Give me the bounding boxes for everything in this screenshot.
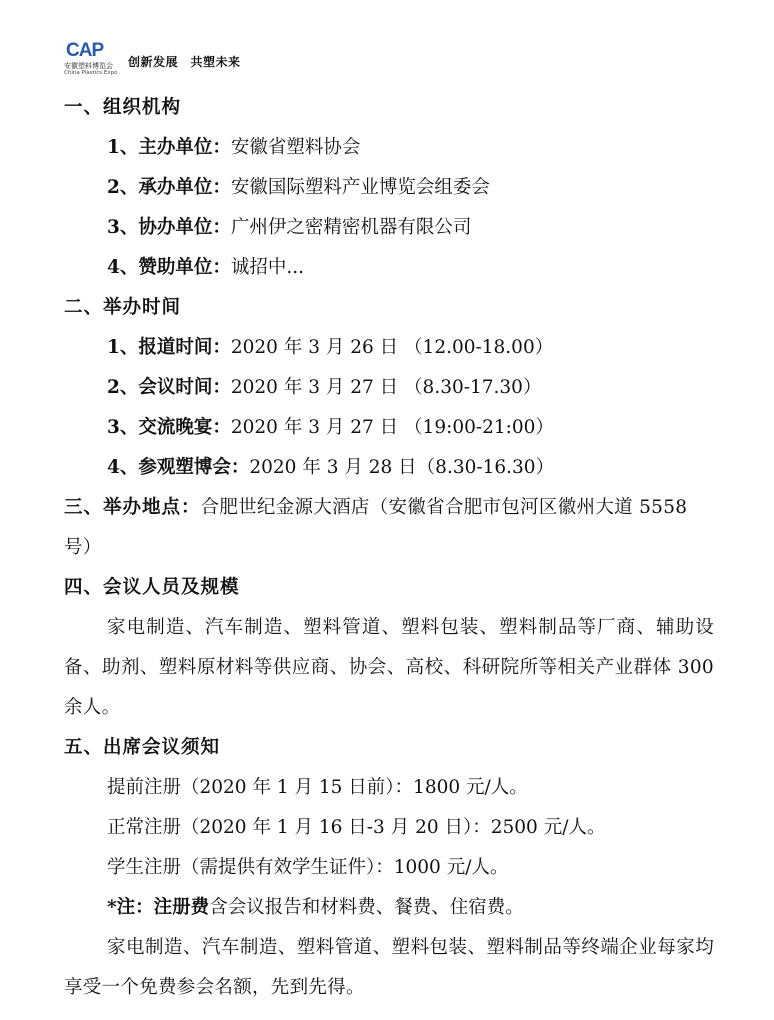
registration-note: [64, 888, 714, 928]
note-label: *注：注册费: [107, 897, 210, 918]
logo-english-name: China Plastics Expo: [64, 70, 118, 76]
logo-mark: CAP: [66, 40, 104, 61]
time-item-dinner: [64, 408, 714, 448]
time-item-label: 2、会议时间：: [107, 377, 231, 398]
time-item-label: 4、参观塑博会：: [107, 457, 250, 478]
time-item-expo-visit: [64, 448, 714, 488]
venue-value: 合肥世纪金源大酒店（安徽省合肥市包河区徽州大道 5558 号）: [64, 497, 688, 558]
org-item-value: 诚招中...: [230, 257, 305, 278]
org-item-host: [64, 128, 714, 168]
org-item-value: 广州伊之密精密机器有限公司: [230, 217, 472, 238]
org-item-value: 安徽国际塑料产业博览会组委会: [230, 177, 490, 198]
org-item-sponsor: [64, 248, 714, 288]
section-title-time: 二、举办时间: [64, 297, 182, 318]
attendees-paragraph: 家电制造、汽车制造、塑料管道、塑料包装、塑料制品等厂商、辅助设备、助剂、塑料原材料等供应商、协会、高校、科研院所等相关产业群体 300 余人。: [64, 617, 714, 718]
expo-logo: [62, 40, 124, 76]
org-item-label: 2、承办单位：: [107, 177, 231, 198]
org-item-label: 1、主办单位：: [107, 137, 231, 158]
time-item-value: 2020 年 3 月 26 日 （12.00-18.00）: [230, 337, 554, 358]
logo-chinese-name: 安徽塑料博览会: [64, 62, 113, 70]
page-header: [62, 40, 362, 80]
section-title-organization: 一、组织机构: [64, 97, 182, 118]
fee-early-registration: 提前注册（2020 年 1 月 15 日前）：1800 元/人。: [107, 777, 528, 798]
org-item-organizer: [64, 168, 714, 208]
time-item-value: 2020 年 3 月 27 日 （19:00-21:00）: [230, 417, 554, 438]
time-item-meeting: [64, 368, 714, 408]
section-title-attendees: 四、会议人员及规模: [64, 577, 240, 598]
org-item-label: 4、赞助单位：: [107, 257, 231, 278]
org-item-co-organizer: [64, 208, 714, 248]
time-item-value: 2020 年 3 月 28 日（8.30-16.30）: [249, 457, 555, 478]
time-item-registration: [64, 328, 714, 368]
time-item-label: 3、交流晚宴：: [107, 417, 231, 438]
free-quota-paragraph: 家电制造、汽车制造、塑料管道、塑料包装、塑料制品等终端企业每家均享受一个免费参会名额，先到先得。: [64, 937, 714, 998]
org-item-label: 3、协办单位：: [107, 217, 231, 238]
header-slogan: 创新发展 共塑未来: [128, 55, 241, 69]
org-item-value: 安徽省塑料协会: [230, 137, 361, 158]
fee-regular-registration: 正常注册（2020 年 1 月 16 日-3 月 20 日）：2500 元/人。: [107, 817, 606, 838]
time-item-label: 1、报道时间：: [107, 337, 231, 358]
fee-student-registration: 学生注册（需提供有效学生证件）：1000 元/人。: [107, 857, 509, 878]
note-text: 含会议报告和材料费、餐费、住宿费。: [209, 897, 524, 918]
section-venue: [64, 488, 714, 568]
document-body: [64, 88, 714, 1008]
section-title-notice: 五、出席会议须知: [64, 737, 221, 758]
section-title-venue: 三、举办地点：: [64, 497, 201, 518]
time-item-value: 2020 年 3 月 27 日 （8.30-17.30）: [230, 377, 542, 398]
